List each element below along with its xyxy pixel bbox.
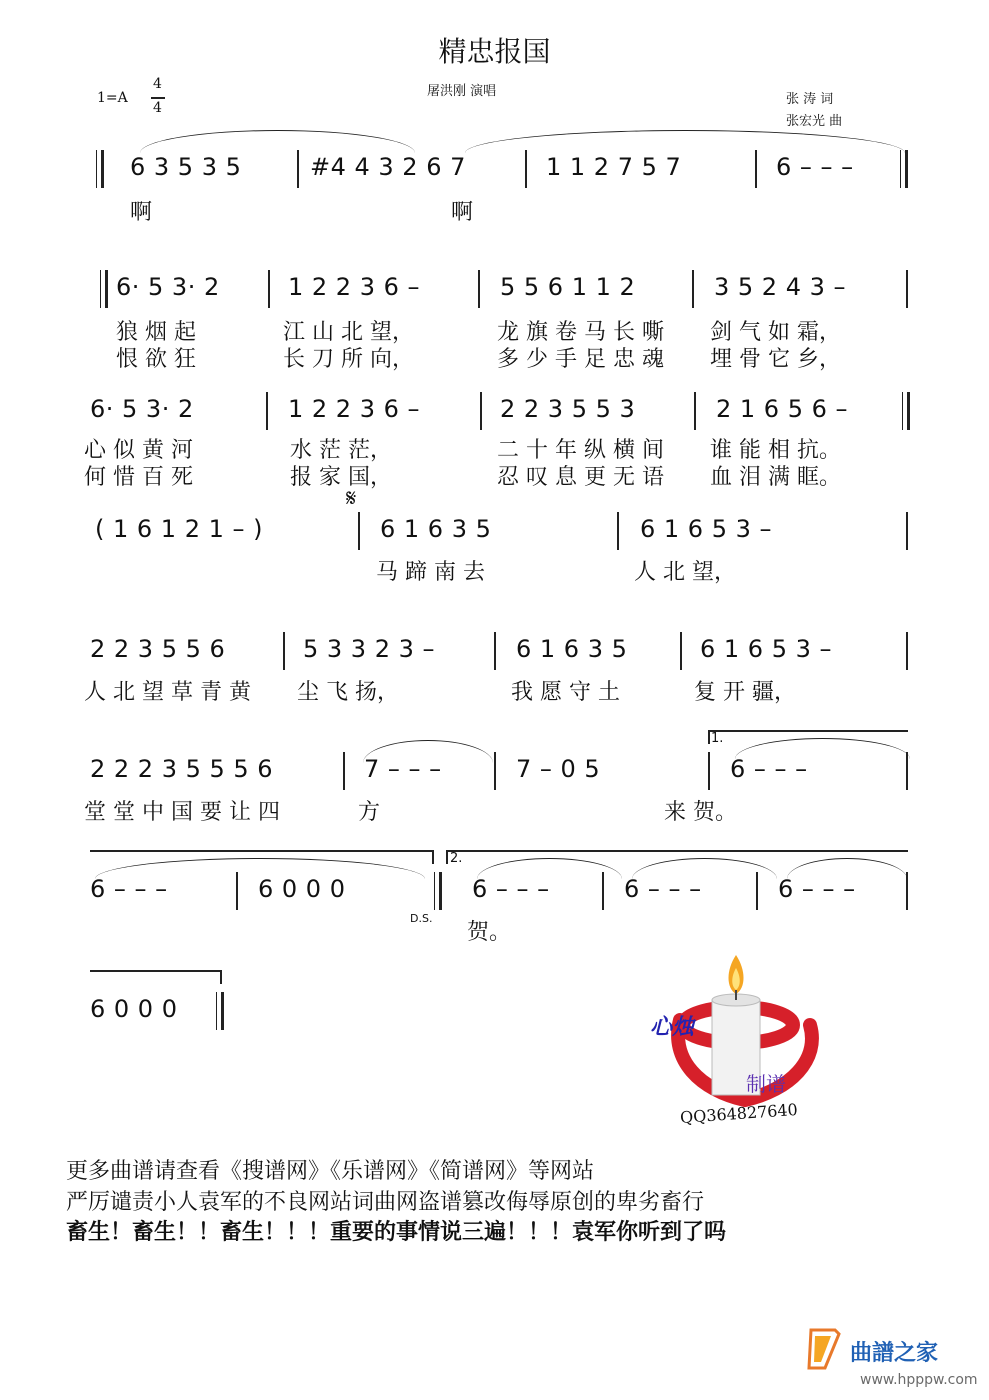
- measure: 7 – – –: [364, 755, 442, 783]
- lyric: 贺。: [467, 920, 512, 945]
- lyric: 埋 骨 它 乡，: [710, 347, 841, 372]
- lyric: 报 家 国，: [290, 465, 392, 490]
- measure: 6 – – –: [472, 875, 550, 903]
- lyric: 啊: [451, 200, 474, 225]
- measure: 2 2 3 5 5 6: [90, 635, 226, 663]
- watermark-url: www.hpppw.com: [860, 1372, 978, 1388]
- ending-bracket: [446, 850, 908, 852]
- slur: [140, 130, 415, 153]
- lyric: 复 开 疆，: [694, 680, 796, 705]
- measure: 1 2 2 3 6 –: [288, 273, 420, 301]
- measure: 6 – – –: [624, 875, 702, 903]
- barline: [283, 632, 285, 670]
- time-signature-top: 4: [153, 76, 162, 92]
- lyric: 二 十 年 纵 横 间: [497, 438, 664, 463]
- measure: 2 1 6 5 6 –: [716, 395, 848, 423]
- lyric: 来 贺。: [664, 800, 737, 825]
- barline: [694, 392, 696, 430]
- barline: [617, 512, 619, 550]
- measure: 3 5 2 4 3 –: [714, 273, 846, 301]
- barline: [906, 752, 908, 790]
- lyric: 我 愿 守 土: [511, 680, 620, 705]
- ending-bracket-hook: [708, 730, 710, 744]
- measure: #4 4 3 2 6 7: [310, 153, 466, 181]
- barline: [266, 392, 268, 430]
- final-barline: [434, 872, 442, 910]
- barline: [480, 392, 482, 430]
- measure: 6 – – –: [730, 755, 808, 783]
- lyric: 谁 能 相 抗。: [710, 438, 841, 463]
- measure: 6 1 6 5 3 –: [640, 515, 772, 543]
- barline: [297, 150, 299, 188]
- measure: 6 0 0 0: [258, 875, 346, 903]
- lyric: 忍 叹 息 更 无 语: [497, 465, 664, 490]
- ending-bracket-hook: [432, 850, 434, 864]
- logo-caption-heart-candle: 心烛: [650, 1015, 695, 1040]
- lyric: 堂 堂 中 国 要 让 四: [84, 800, 280, 825]
- measure: 6 – – –: [776, 153, 854, 181]
- measure: 6 – – –: [90, 875, 168, 903]
- measure: 6 0 0 0: [90, 995, 178, 1023]
- barline: [236, 872, 238, 910]
- lyric: 人 北 望 草 青 黄: [84, 680, 251, 705]
- measure: 6 – – –: [778, 875, 856, 903]
- measure: 1 1 2 7 5 7: [546, 153, 682, 181]
- measure: 6 1 6 5 3 –: [700, 635, 832, 663]
- lyric: 何 惜 百 死: [84, 465, 193, 490]
- barline: [525, 150, 527, 188]
- lyric: 龙 旗 卷 马 长 嘶: [497, 320, 664, 345]
- measure: 6 1 6 3 5: [516, 635, 628, 663]
- measure: 6· 5 3· 2: [90, 395, 194, 423]
- barline: [494, 752, 496, 790]
- barline: [358, 512, 360, 550]
- measure: 6 3 5 3 5: [130, 153, 242, 181]
- barline: [478, 270, 480, 308]
- lyric: 多 少 手 足 忠 魂: [497, 347, 664, 372]
- barline: [906, 632, 908, 670]
- repeat-start-barline: [100, 270, 108, 308]
- watermark-logo-icon: [805, 1322, 845, 1372]
- lyric: 方: [358, 800, 381, 825]
- repeat-start-barline: [96, 150, 104, 188]
- lyric: 尘 飞 扬，: [297, 680, 399, 705]
- measure: 6 1 6 3 5: [380, 515, 492, 543]
- repeat-end-barline: [902, 392, 910, 430]
- ending-bracket-hook: [220, 970, 222, 984]
- repeat-end-barline: [900, 150, 908, 188]
- measure: ( 1 6 1 2 1 – ): [95, 515, 263, 543]
- barline: [268, 270, 270, 308]
- measure: 5 5 6 1 1 2: [500, 273, 636, 301]
- lyric: 狼 烟 起: [116, 320, 196, 345]
- lyric: 剑 气 如 霜，: [710, 320, 841, 345]
- time-signature-bottom: 4: [153, 100, 162, 116]
- slur: [465, 130, 905, 153]
- footer-line-1: 更多曲谱请查看《搜谱网》《乐谱网》《简谱网》等网站: [66, 1159, 595, 1184]
- ending-bracket: [90, 850, 432, 852]
- lyric: 恨 欲 狂: [116, 347, 196, 372]
- barline: [906, 270, 908, 308]
- ending-bracket: [708, 730, 908, 732]
- measure: 1 2 2 3 6 –: [288, 395, 420, 423]
- lyric: 江 山 北 望，: [283, 320, 414, 345]
- barline: [602, 872, 604, 910]
- barline: [494, 632, 496, 670]
- first-ending-label: 1.: [711, 731, 724, 746]
- key-signature: 1=A: [97, 90, 128, 106]
- lyric: 长 刀 所 向，: [283, 347, 414, 372]
- measure: 7 – 0 5: [516, 755, 601, 783]
- watermark-brand: 曲譜之家: [850, 1341, 939, 1366]
- singer-credit: 屠洪刚 演唱: [427, 84, 497, 99]
- composer-credit: 张宏光 曲: [786, 114, 843, 129]
- lyric: 血 泪 满 眶。: [710, 465, 841, 490]
- ending-bracket-hook: [446, 850, 448, 864]
- lyric: 啊: [130, 200, 153, 225]
- barline: [906, 512, 908, 550]
- measure: 2 2 3 5 5 3: [500, 395, 636, 423]
- logo-caption-made-by: 制谱: [746, 1072, 786, 1096]
- lyric: 马 蹄 南 去: [376, 560, 485, 585]
- segno-sign: 𝄋: [346, 484, 357, 512]
- barline: [343, 752, 345, 790]
- barline: [755, 150, 757, 188]
- lyric: 人 北 望，: [634, 560, 736, 585]
- barline: [680, 632, 682, 670]
- lyric: 心 似 黄 河: [84, 438, 193, 463]
- barline: [906, 872, 908, 910]
- measure: 6· 5 3· 2: [116, 273, 220, 301]
- footer-line-3: 畜生！畜生！！畜生！！！重要的事情说三遍！！！袁军你听到了吗: [66, 1220, 727, 1245]
- lyricist-credit: 张 涛 词: [786, 92, 834, 107]
- logo-qq-number: QQ364827640: [679, 1099, 799, 1128]
- dal-segno-mark: D.S.: [410, 912, 433, 925]
- footer-line-2: 严厉谴责小人袁军的不良网站词曲网盗谱篡改侮辱原创的卑劣畜行: [66, 1190, 705, 1215]
- measure: 5 3 3 2 3 –: [303, 635, 435, 663]
- lyric: 水 茫 茫，: [290, 438, 392, 463]
- ending-bracket: [90, 970, 220, 972]
- barline: [708, 752, 710, 790]
- time-signature-line: [151, 97, 165, 99]
- final-barline: [216, 992, 224, 1030]
- page-title: 精忠报国: [438, 35, 551, 68]
- barline: [756, 872, 758, 910]
- second-ending-label: 2.: [450, 851, 463, 866]
- measure: 2 2 2 3 5 5 5 6: [90, 755, 274, 783]
- barline: [692, 270, 694, 308]
